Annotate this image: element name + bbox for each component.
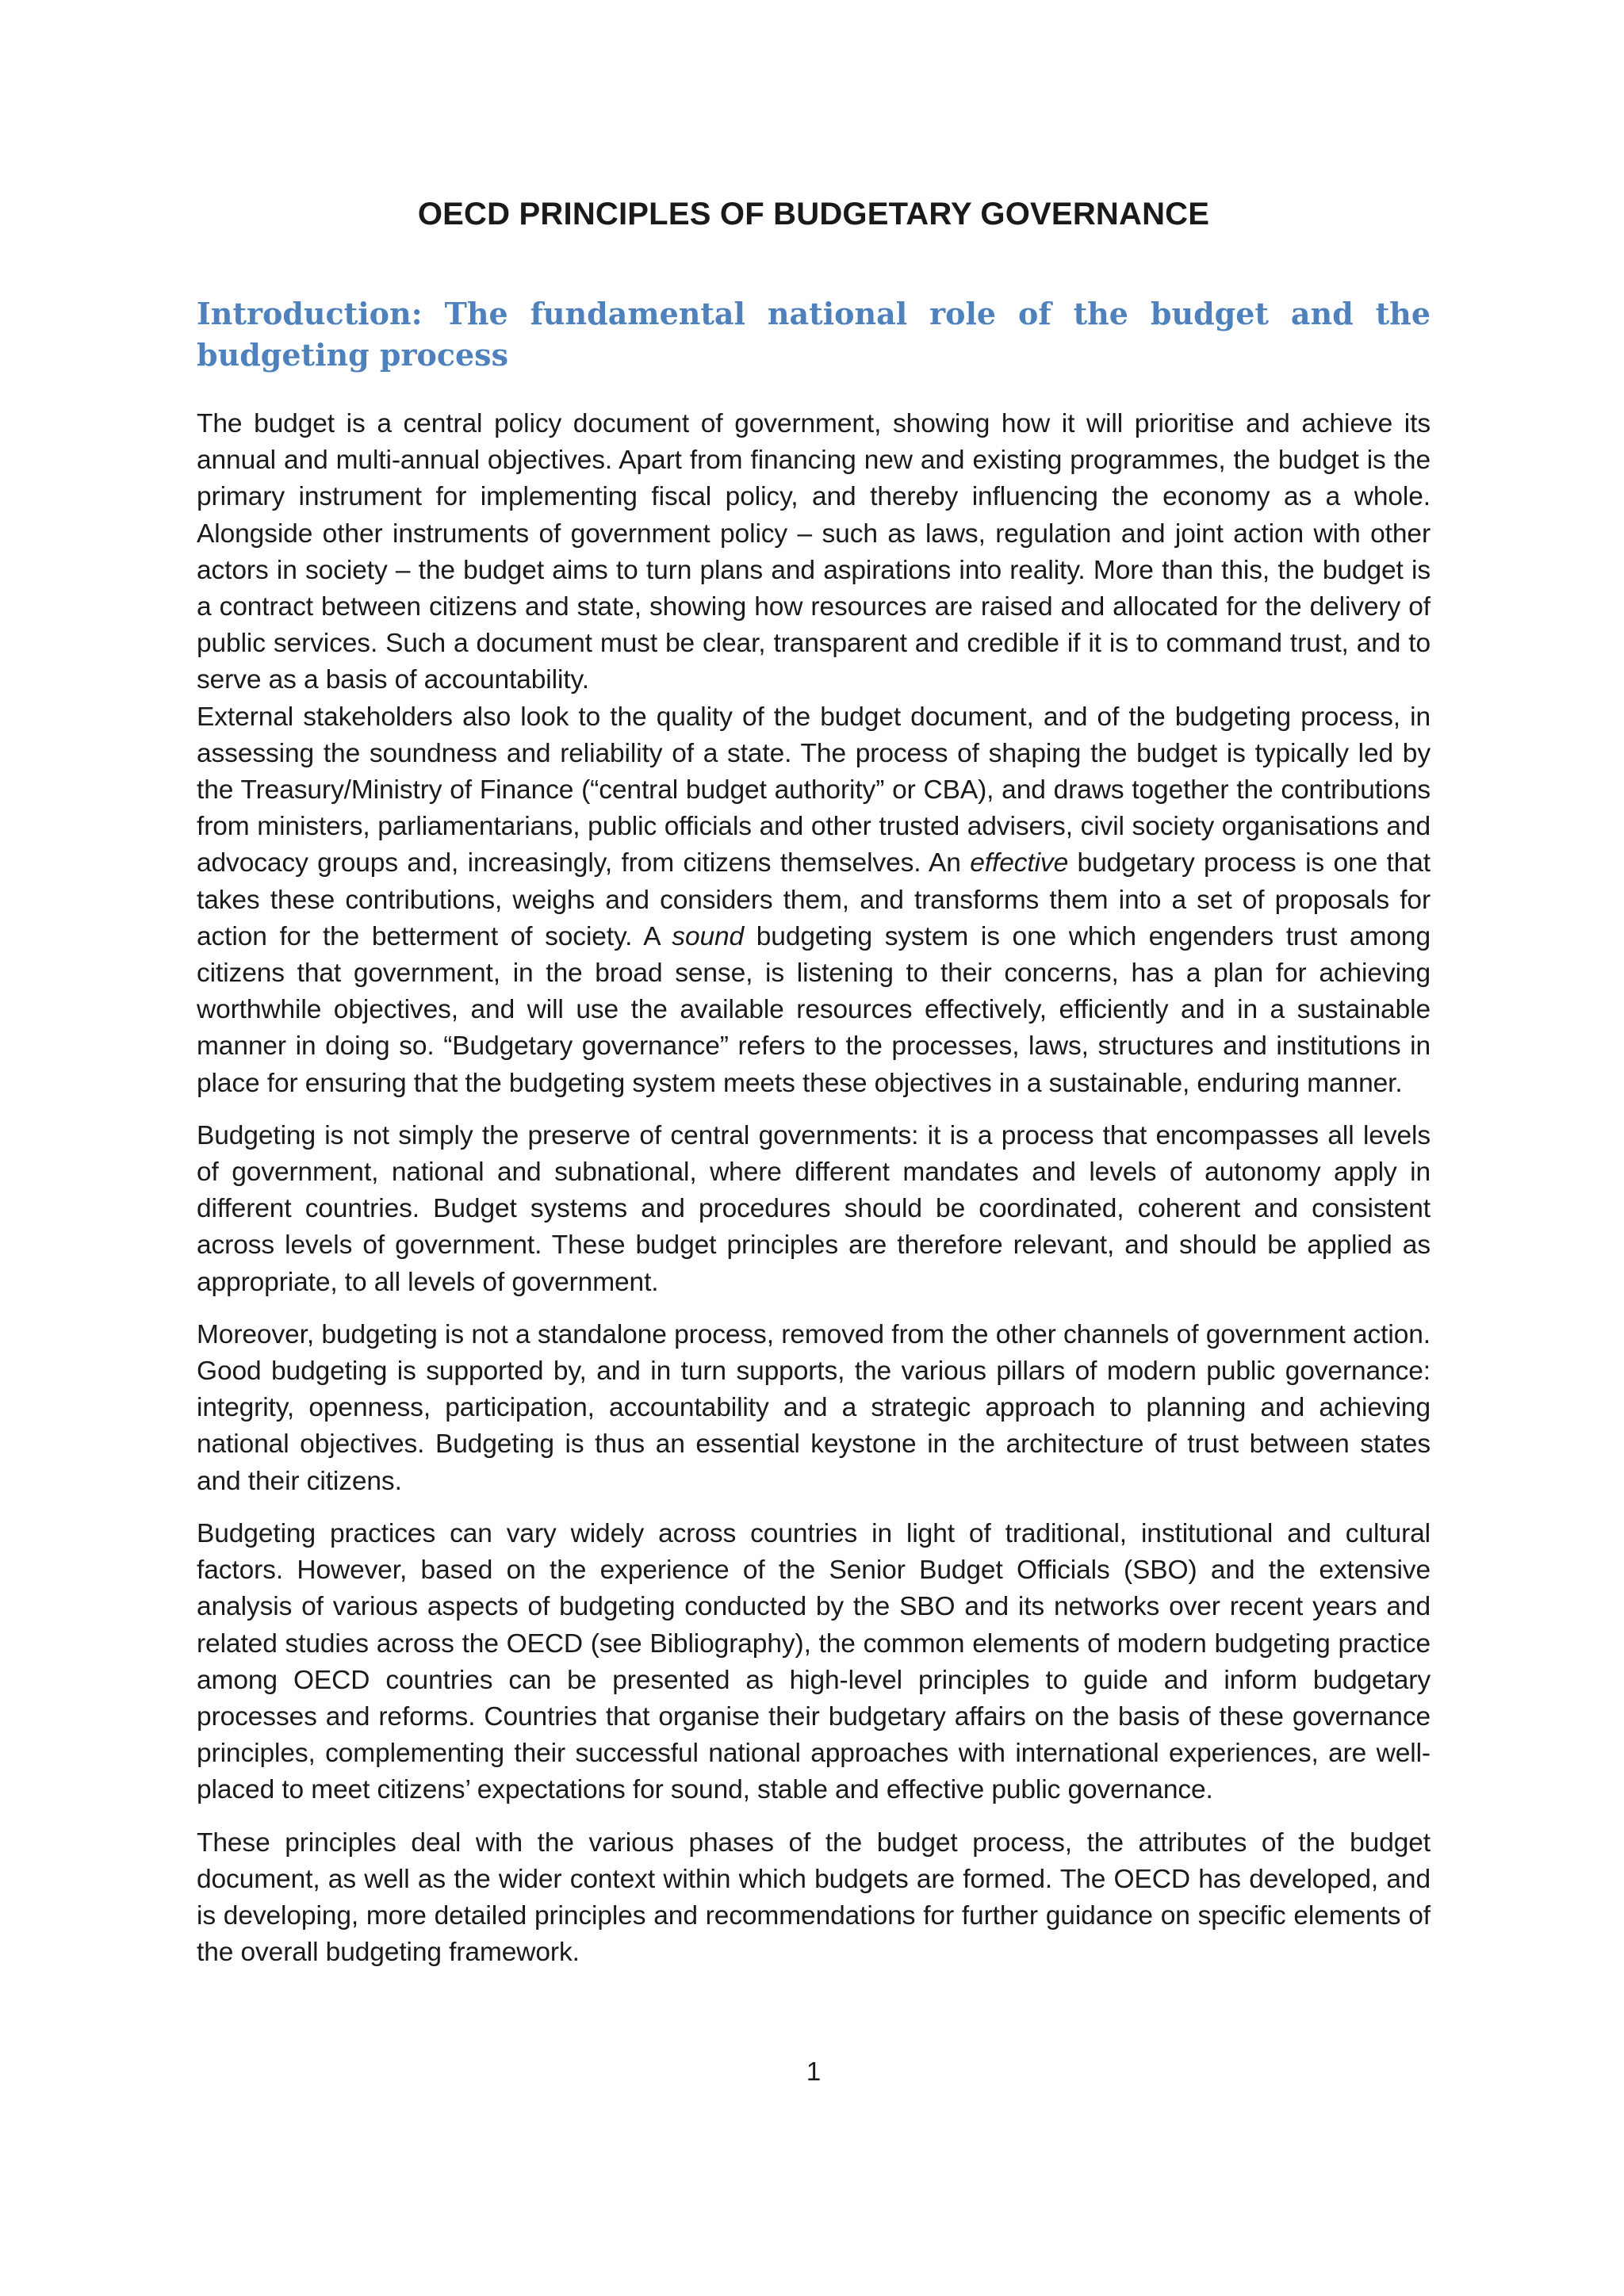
emphasis-sound: sound: [672, 921, 745, 951]
emphasis-effective: effective: [970, 848, 1069, 878]
paragraph-text: budgetary process is one that takes these contributions, weighs and considers them, and transforms them into a set of proposals for action for the betterment of society. A: [197, 848, 1431, 951]
paragraph-text: budgeting system is one which engenders trust among citizens that government, in the broad sense, is listening to their concerns, has a plan for achieving worthwhile objectives, and will use the available resources effectively, efficiently and in a sustainable manner in doing so. “Budgetary governance” refers to the processes, laws, structures and institutions in place for ensuring that the budgeting system meets these objectives in a sustainable, enduring manner.: [197, 921, 1431, 1098]
paragraph-not-standalone-process: Moreover, budgeting is not a standalone process, removed from the other channels of government action. Good budgeting is supported by, and in turn supports, the various pillars of modern public governance: integrity, openness, participation, accountability and a strategic approach to planning and achieving national objectives. Budgeting is thus an essential keystone in the architecture of trust between states and their citizens.: [197, 1319, 1431, 1496]
paragraph-external-stakeholders: [197, 699, 1431, 1102]
paragraph-principles-scope: These principles deal with the various phases of the budget process, the attributes of the budget document, as well as the wider context within which budgets are formed. The OECD has developed, and is developing, more detailed principles and recommendations for further guidance on specific elements of the overall budgeting framework.: [197, 1827, 1431, 1968]
document-body: [197, 406, 1431, 1987]
paragraph-text: External stakeholders also look to the quality of the budget document, and of the budgeting process, in assessing the soundness and reliability of a state. The process of shaping the budget is typically led by the Treasury/Ministry of Finance (“central budget authority” or CBA), and draws together the contributions from ministers, parliamentarians, public officials and other trusted advisers, civil society organisations and advocacy groups and, increasingly, from citizens themselves. An: [197, 702, 1431, 878]
paragraph-budgeting-practices: Budgeting practices can vary widely across countries in light of traditional, institutional and cultural factors. However, based on the experience of the Senior Budget Officials (SBO) and the extensive analysis of various aspects of budgeting conducted by the SBO and its networks over recent years and related studies across the OECD (see Bibliography), the common elements of modern budgeting practice among OECD countries can be presented as high-level principles to guide and inform budgetary processes and reforms. Countries that organise their budgetary affairs on the basis of these governance principles, complementing their successful national approaches with international experiences, are well-placed to meet citizens’ expectations for sound, stable and effective public governance.: [197, 1518, 1431, 1805]
section-heading-introduction: Introduction: The fundamental national role of the budget and the budgeting process: [197, 296, 1431, 373]
document-title: OECD PRINCIPLES OF BUDGETARY GOVERNANCE: [417, 197, 1210, 232]
page-number: 1: [806, 2057, 822, 2086]
paragraph-levels-of-government: Budgeting is not simply the preserve of central governments: it is a process that encompasses all levels of government, national and subnational, where different mandates and levels of autonomy apply in different countries. Budget systems and procedures should be coordinated, coherent and consistent across levels of government. These budget principles are therefore relevant, and should be applied as appropriate, to all levels of government.: [197, 1120, 1431, 1297]
paragraph-budget-central-document: The budget is a central policy document of government, showing how it will prioritise and achieve its annual and multi-annual objectives. Apart from financing new and existing programmes, the budget is the primary instrument for implementing fiscal policy, and thereby influencing the economy as a whole. Alongside other instruments of government policy – such as laws, regulation and joint action with other actors in society – the budget aims to turn plans and aspirations into reality. More than this, the budget is a contract between citizens and state, showing how resources are raised and allocated for the delivery of public services. Such a document must be clear, transparent and credible if it is to command trust, and to serve as a basis of accountability.: [197, 409, 1431, 695]
